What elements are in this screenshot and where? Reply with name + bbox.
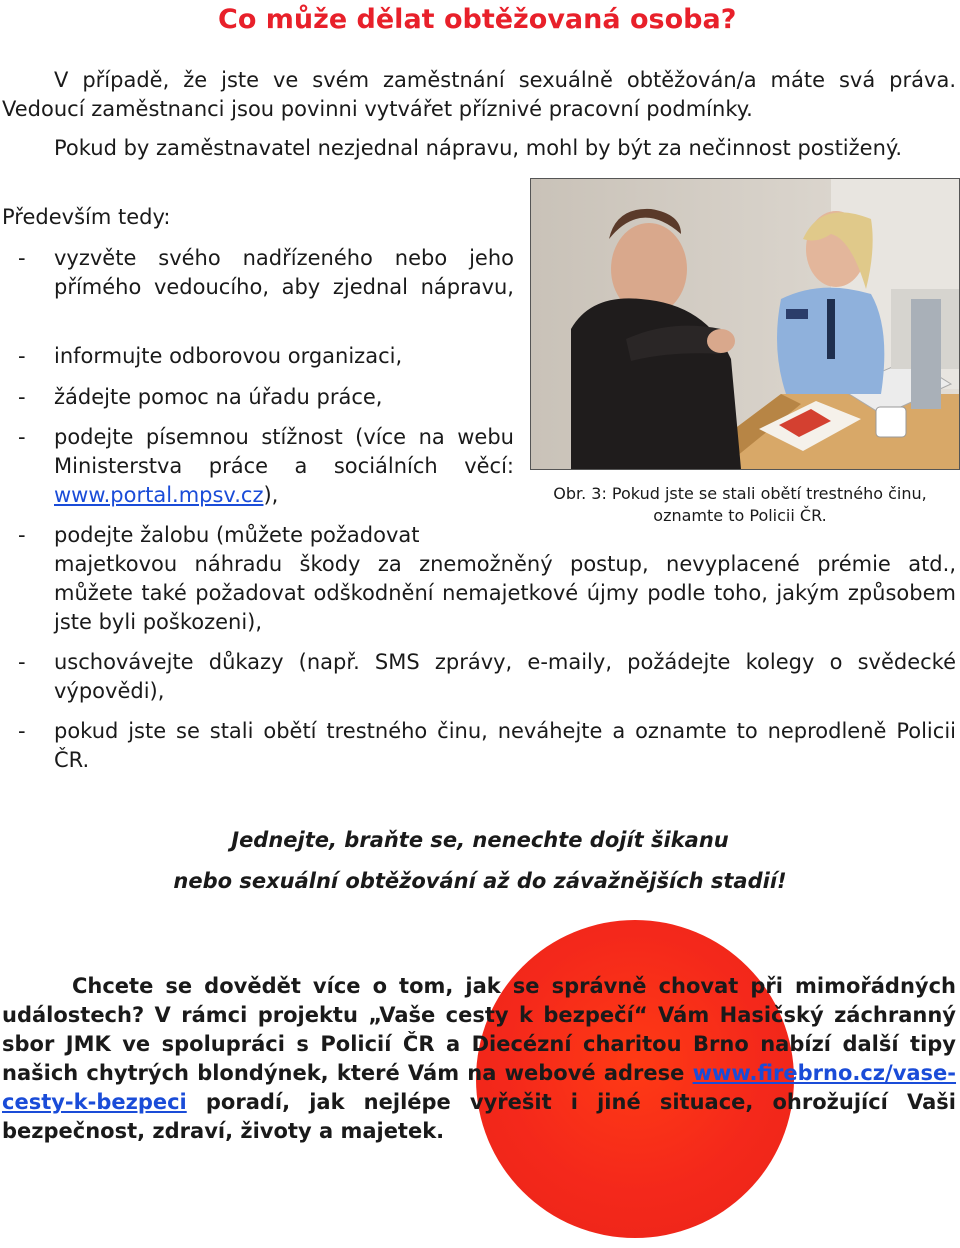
photo-caption: Obr. 3: Pokud jste se stali obětí trestného činu, oznamte to Policii ČR. <box>553 484 927 525</box>
bottom-text-start: Chcete se dovědět více o tom, jak se správně chovat při mimořádných událostech? V rámci projektu „Vaše cesty k bezpečí“ Vám Hasičský záchranný sbor JMK ve spolupráci s Policií ČR a Diecézní charitou Brno nabízí další tipy našich chytrých blondýnek, které Vám na webové adrese <box>2 974 956 1085</box>
list-bullet: - <box>18 425 26 449</box>
list-item-text: vyzvěte svého nadřízeného nebo jeho přímého vedoucího, aby zjednal nápravu, <box>54 246 514 299</box>
list-item: žádejte pomoc na úřadu práce, <box>54 385 383 409</box>
intro-paragraph-employer: Pokud by zaměstnavatel nezjednal nápravu, mohl by být za nečinnost postižený. <box>54 136 902 160</box>
list-item: uschovávejte důkazy (např. SMS zprávy, e-maily, požádejte kolegy o svědecké výpovědi), <box>54 650 956 703</box>
list-bullet: - <box>18 523 26 547</box>
list-item: pokud jste se stali obětí trestného činu, neváhejte a oznamte to neprodleně Policii ČR. <box>54 719 956 772</box>
list-item: majetkovou náhradu škody za znemožněný postup, nevyplacené prémie atd., můžete také požadovat odškodnění nemajetkové újmy podle toho, jakým způsobem jste byli poškozeni), <box>54 552 956 634</box>
list-item-tail: ), <box>263 483 279 507</box>
list-item <box>54 423 514 510</box>
list-item <box>54 244 514 302</box>
bottom-text-end: poradí, jak nejlépe vyřešit i jiné situace, ohrožující Vaši bezpečnost, zdraví, životy a majetek. <box>2 1090 956 1143</box>
firebrno-link[interactable]: www.firebrno.cz/vase-cesty-k-bezpeci <box>2 1061 957 1114</box>
page-title: Co může dělat obtěžovaná osoba? <box>218 4 737 35</box>
list-item: informujte odborovou organizaci, <box>54 344 403 368</box>
list-bullet: - <box>18 650 26 674</box>
intro-paragraph-rights: V případě, že jste ve svém zaměstnání sexuálně obtěžován/a máte svá práva. Vedoucí zaměstnanci jsou povinni vytvářet příznivé pracovní podmínky. <box>2 68 956 121</box>
police-photo-illustration <box>531 179 959 469</box>
list-bullet: - <box>18 344 26 368</box>
police-photo <box>530 178 960 470</box>
list-item-first-line: podejte žalobu (můžete požadovat <box>54 523 420 547</box>
slogan-line-2: nebo sexuální obtěžování až do závažnějších stadií! <box>173 869 787 893</box>
bottom-paragraph <box>2 972 956 1146</box>
list-intro: Především tedy: <box>2 205 171 229</box>
portal-mpsv-link[interactable]: www.portal.mpsv.cz <box>54 483 264 507</box>
list-bullet: - <box>18 246 26 270</box>
list-bullet: - <box>18 385 26 409</box>
slogan-line-1: Jednejte, braňte se, nenechte dojít šikanu <box>231 828 729 852</box>
list-bullet: - <box>18 719 26 743</box>
list-item-text: podejte písemnou stížnost (více na webu Ministerstva práce a sociálních věcí: <box>54 425 514 478</box>
